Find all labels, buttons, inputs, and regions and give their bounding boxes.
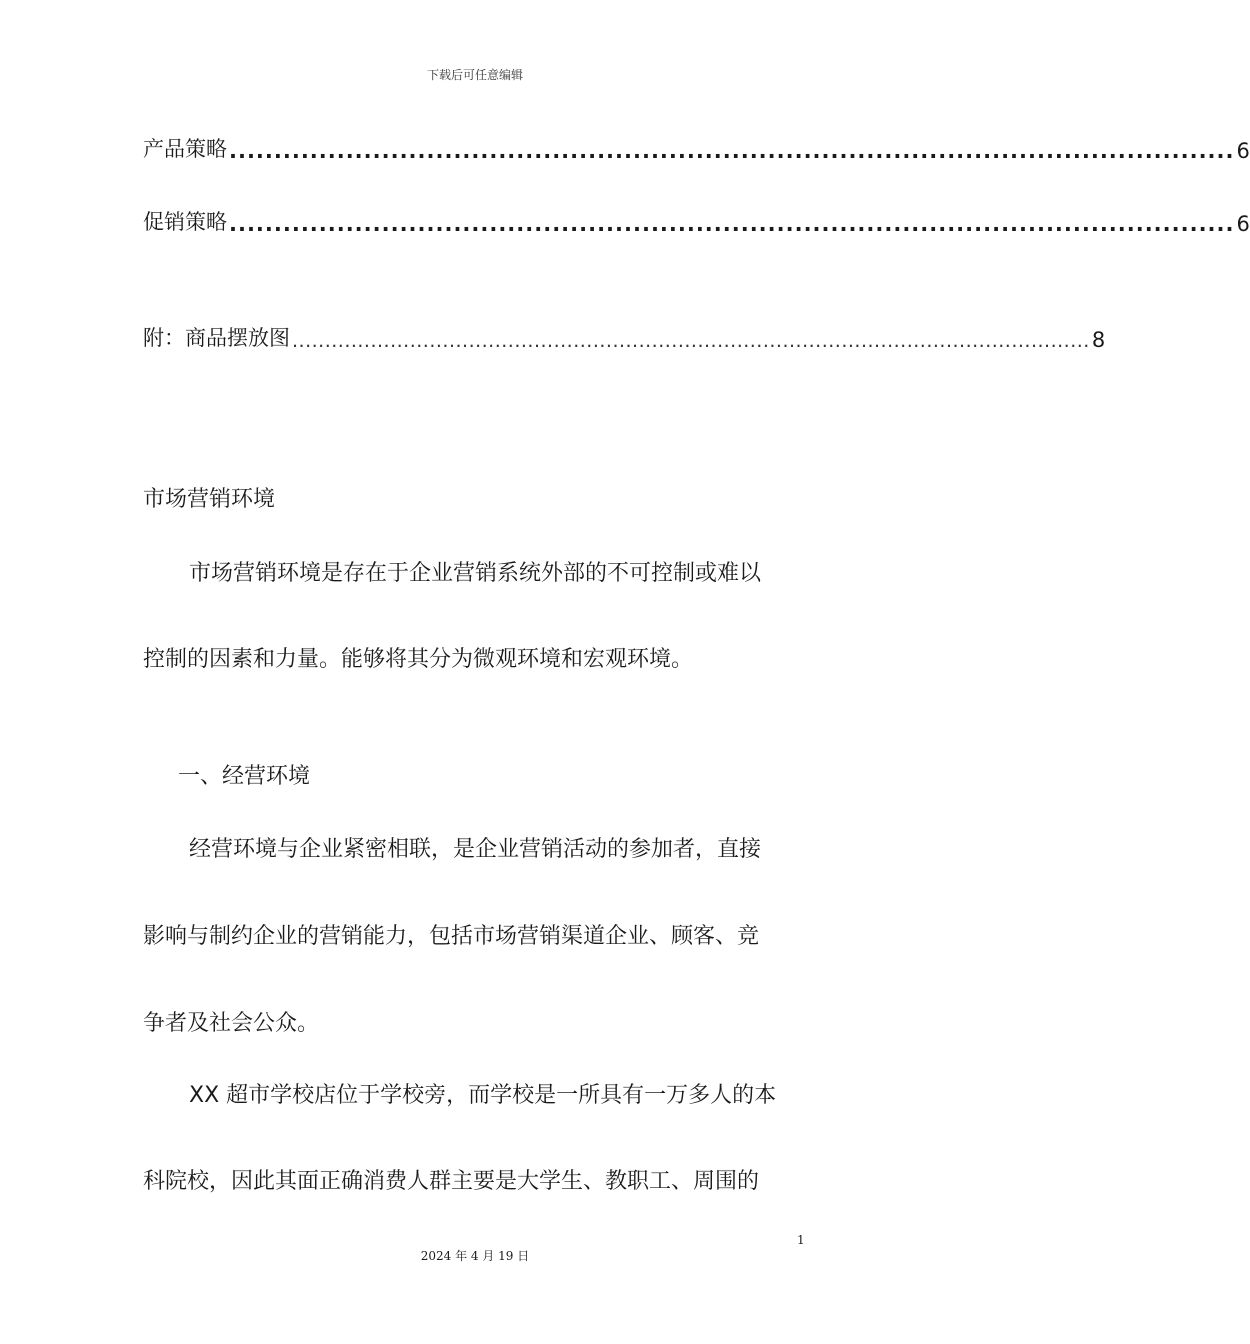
paragraph-line: XX 超市学校店位于学校旁，而学校是一所具有一万多人的本 [189,1083,777,1108]
toc-entry-page: 6 [1236,139,1250,163]
section-title: 市场营销环境 [143,487,276,512]
toc-entry-label: 产品策略 [143,137,227,161]
footer-date: 2024 年 4 月 19 日 [420,1249,530,1263]
toc-entry [143,322,1106,352]
paragraph-line: 经营环境与企业紧密相联，是企业营销活动的参加者，直接 [189,837,762,862]
toc-entry-page: 8 [1091,328,1106,352]
paragraph-line: 争者及社会公众。 [143,1011,320,1036]
toc-entry-label: 附：商品摆放图 [143,326,290,350]
toc-entry [143,206,1250,236]
page-header: 下载后可任意编辑 [426,68,523,82]
paragraph-line: 科院校，因此其面正确消费人群主要是大学生、教职工、周围的 [143,1169,760,1194]
page-number: 1 [797,1233,805,1247]
toc-leader: ................................................................................................................ [229,212,1235,236]
paragraph-line: 影响与制约企业的营销能力，包括市场营销渠道企业、顾客、竞 [143,924,760,949]
toc-entry-page: 6 [1236,212,1250,236]
paragraph-line: 市场营销环境是存在于企业营销系统外部的不可控制或难以 [189,561,762,586]
toc-entry [143,133,1250,163]
toc-leader: .......................................................................................................................... [292,330,1090,352]
toc-entry-label: 促销策略 [143,210,227,234]
toc-leader: ................................................................................................................ [229,139,1235,163]
paragraph-line: 控制的因素和力量。能够将其分为微观环境和宏观环境。 [143,647,694,672]
subsection-title: 一、经营环境 [178,764,311,789]
